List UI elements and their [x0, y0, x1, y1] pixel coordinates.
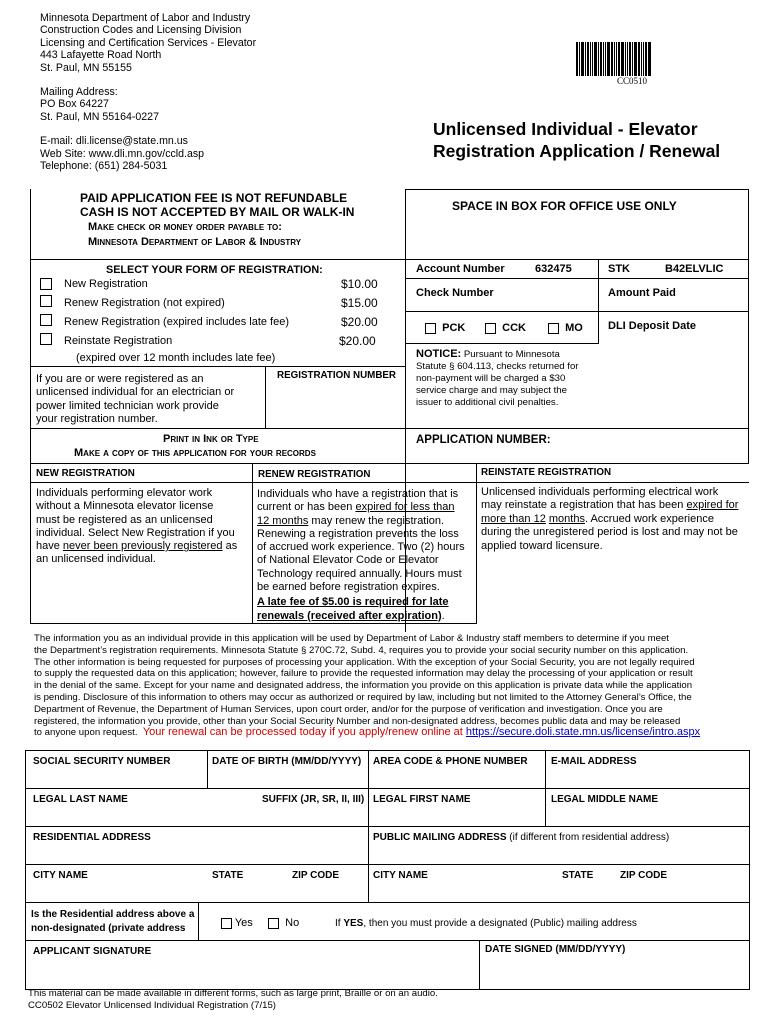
text-run: as — [222, 540, 238, 553]
option-renew-expired-fee: $20.00 — [341, 315, 378, 329]
address-line: 443 Lafayette Road North — [40, 49, 162, 62]
new-registration-heading: NEW REGISTRATION — [36, 468, 135, 479]
prior-registration-text — [36, 373, 234, 427]
email-label: E-MAIL ADDRESS — [551, 756, 637, 767]
zip-label: ZIP CODE — [292, 870, 340, 881]
notice-text: Statute § 604.113, checks returned for — [416, 361, 579, 372]
mailing-line: PO Box 64227 — [40, 98, 109, 111]
print-instruction: Print in Ink or Type — [163, 433, 259, 445]
barcode-image — [576, 42, 656, 76]
privacy-line: in the denial of the same. Except for your name and designated address, the information you provide on this application is private data while the application — [34, 680, 693, 692]
text-run: expired for less than — [355, 501, 455, 514]
dli-deposit-label: DLI Deposit Date — [608, 320, 697, 332]
date-signed-label: DATE SIGNED (MM/DD/YYYY) — [485, 944, 626, 955]
privacy-line: is pending. Disclosure of this information to others may occur as authorized or required by law, including but not limited to the Attorney General’s Office, the — [34, 691, 692, 703]
text-line: be earned before registration expires. — [257, 581, 440, 594]
cck-label: CCK — [502, 322, 526, 334]
mailing-city-label: CITY NAME — [373, 870, 428, 881]
privacy-line: The information you as an individual provide in this application will be used by Department of Labor & Industry staff members to determine if you meet — [34, 633, 669, 644]
option-reinstate-label: Reinstate Registration — [64, 335, 173, 347]
option-reinstate-fee: $20.00 — [339, 334, 376, 348]
privacy-line: to anyone upon request. — [34, 727, 138, 739]
account-number-value: 632475 — [535, 263, 572, 275]
title-line-1: Unlicensed Individual - Elevator — [433, 119, 698, 139]
reinstate-registration-text — [481, 486, 738, 553]
state-label: STATE — [212, 870, 244, 881]
phone-label: AREA CODE & PHONE NUMBER — [373, 756, 528, 767]
text-run: never been previously registered — [62, 540, 223, 553]
middle-name-label: LEGAL MIDDLE NAME — [551, 794, 659, 805]
reinstate-registration-heading: REINSTATE REGISTRATION — [481, 467, 612, 478]
notice-text: service charge and may subject the — [416, 385, 567, 396]
copy-instruction: Make a copy of this application for your records — [74, 447, 316, 459]
option-renew[interactable] — [40, 292, 52, 310]
text-line: during the unregistered period is lost and may not be — [481, 526, 738, 539]
question-line: non-designated (private address — [31, 923, 186, 934]
new-registration-text — [36, 487, 237, 567]
ssn-label: SOCIAL SECURITY NUMBER — [33, 756, 171, 767]
form-identifier: CC0502 Elevator Unlicensed Individual Registration (7/15) — [28, 999, 276, 1011]
privacy-line: registered, the information you provide, other than your Social Security Number and non-designated address, becomes public data and may be released — [34, 715, 681, 727]
last-name-label: LEGAL LAST NAME — [33, 794, 128, 805]
text-line: Individuals performing elevator work — [36, 487, 213, 499]
check-number-label: Check Number — [416, 287, 494, 299]
mailing-address-note: (if different from residential address) — [506, 832, 670, 843]
text-line: of accrued work experience. Two (2) hours — [257, 541, 465, 554]
pck-label: PCK — [442, 322, 466, 334]
amount-paid-label: Amount Paid — [608, 287, 676, 299]
online-renewal-notice: Your renewal can be processed today if you apply/renew online at — [142, 726, 466, 739]
late-fee-notice: A late fee of $5.00 is required for late — [257, 596, 449, 609]
online-renewal-link[interactable]: https://secure.doli.state.mn.us/license/intro.aspx — [465, 726, 701, 739]
text-run: current or has been — [257, 501, 356, 514]
address-line: St. Paul, MN 55155 — [40, 61, 132, 74]
option-new[interactable] — [40, 275, 52, 293]
renew-registration-text — [257, 488, 465, 623]
text-line: Renewing a registration prevents the loss — [257, 527, 459, 540]
office-use-heading: SPACE IN BOX FOR OFFICE USE ONLY — [452, 199, 677, 213]
address-line: Licensing and Certification Services - Elevator — [40, 36, 257, 49]
privacy-line: The other information is being requested for purposes of processing your application. With the exception of your Social Security, you are not legally required — [34, 656, 695, 668]
text-run: If — [335, 918, 344, 929]
mailing-zip-label: ZIP CODE — [620, 870, 668, 881]
late-fee-notice: renewals (received after expiration) — [257, 609, 442, 622]
applicant-signature-label: APPLICANT SIGNATURE — [33, 946, 152, 957]
payable-line-1: Make check or money order payable to: — [88, 221, 282, 233]
text-run: more than 12 — [481, 512, 546, 525]
option-new-fee: $10.00 — [341, 277, 378, 291]
text-line: Individuals who have a registration that is — [257, 488, 459, 500]
first-name-label: LEGAL FIRST NAME — [373, 794, 471, 805]
privacy-line: the Department’s registration requirements. Minnesota Statute § 270C.72, Subd. 4, requires you to provide your social security number on this application. — [34, 644, 689, 656]
contact-email: E-mail: dli.license@state.mn.us — [40, 135, 188, 148]
text-line: individual. Select New Registration if you — [36, 526, 235, 539]
check-notice — [416, 348, 578, 409]
contact-telephone: Telephone: (651) 284-5031 — [40, 160, 168, 173]
suffix-label: SUFFIX (JR, SR, II, III) — [262, 794, 365, 805]
checkbox-icon — [40, 278, 52, 290]
text-line: Technology required annually. Hours must — [257, 567, 462, 580]
agency-address — [40, 12, 256, 172]
fee-notice-line-2: CASH IS NOT ACCEPTED BY MAIL OR WALK-IN — [80, 205, 355, 219]
payable-notice — [88, 220, 301, 250]
reinstate-note: (expired over 12 month includes late fee) — [76, 352, 276, 364]
text-run: expired for — [686, 499, 739, 512]
question-line: Is the Residential address above a — [31, 909, 195, 920]
text-line: applied toward licensure. — [481, 539, 603, 552]
mailing-line: Mailing Address: — [40, 86, 118, 99]
account-number-label: Account Number — [416, 263, 505, 275]
fee-notice — [80, 191, 354, 219]
mailing-state-label: STATE — [562, 870, 594, 881]
text-run: . — [441, 609, 445, 622]
registration-number-field[interactable] — [266, 384, 405, 428]
checkbox-icon — [40, 314, 52, 326]
checkbox-icon — [40, 295, 52, 307]
text-line: of National Elevator Code or Elevator — [257, 554, 439, 567]
contact-website: Web Site: www.dli.mn.gov/ccld.asp — [40, 147, 205, 160]
prior-text-line: unlicensed individual for an electrician or — [36, 386, 235, 399]
yes-label: Yes — [234, 917, 253, 929]
designated-no-option[interactable] — [268, 917, 299, 929]
option-renew-expired[interactable] — [40, 311, 52, 329]
cck-option[interactable] — [485, 322, 526, 334]
address-line: Minnesota Department of Labor and Industry — [40, 12, 251, 24]
privacy-notice — [34, 633, 734, 739]
no-label: No — [285, 917, 300, 929]
accessibility-note: This material can be made available in different forms, such as large print, Braille or on an audio. — [28, 988, 438, 999]
notice-text: non-payment will be charged a $30 — [416, 373, 566, 384]
checkbox-icon — [485, 323, 496, 334]
renew-registration-heading: RENEW REGISTRATION — [258, 469, 371, 480]
dob-label: DATE OF BIRTH (MM/DD/YYYY) — [212, 756, 362, 767]
mo-label: MO — [565, 322, 583, 334]
text-line: without a Minnesota elevator license — [36, 500, 214, 513]
text-line: an unlicensed individual. — [36, 553, 156, 566]
prior-text-line: your registration number. — [36, 413, 158, 426]
text-run: . Accrued work experience — [584, 512, 714, 525]
city-label: CITY NAME — [33, 870, 88, 881]
registration-heading: SELECT YOUR FORM OF REGISTRATION: — [106, 264, 323, 276]
prior-text-line: power limited technician work provide — [36, 399, 219, 412]
address-line: Construction Codes and Licensing Division — [40, 24, 242, 37]
payable-line-2: Minnesota Department of Labor & Industry — [88, 236, 302, 248]
prior-text-line: If you are or were registered as an — [36, 373, 204, 385]
option-renew-label: Renew Registration (not expired) — [64, 297, 225, 309]
title-line-2: Registration Application / Renewal — [433, 141, 721, 161]
stk-label: STK — [608, 263, 630, 275]
registration-number-label: REGISTRATION NUMBER — [277, 370, 397, 381]
text-line: must be registered as an unlicensed — [36, 513, 213, 526]
option-renew-expired-label: Renew Registration (expired includes late fee) — [64, 316, 290, 328]
designated-yes-option[interactable] — [221, 917, 253, 929]
checkbox-icon — [268, 918, 279, 929]
page-title — [433, 118, 720, 162]
privacy-line: to supply the requested data on this application; however, failure to provide the requested information may delay the processing of your application or result — [34, 668, 693, 680]
checkbox-icon — [548, 323, 559, 334]
text-run: YES — [343, 918, 364, 929]
designated-address-question — [31, 908, 194, 936]
notice-label: NOTICE: — [416, 348, 462, 360]
checkbox-icon — [221, 918, 232, 929]
pck-option[interactable] — [425, 322, 465, 334]
checkbox-icon — [425, 323, 436, 334]
mo-option[interactable] — [548, 322, 583, 334]
mailing-address-label — [373, 832, 669, 843]
application-number-label: APPLICATION NUMBER: — [416, 434, 551, 446]
notice-text: Pursuant to Minnesota — [461, 349, 560, 360]
privacy-line: Department of Revenue, the Department of Human Services, upon court order, and/or for the purpose of verification and investigation. Once you are — [34, 703, 663, 715]
residential-address-label: RESIDENTIAL ADDRESS — [33, 832, 151, 843]
text-run: months — [548, 512, 585, 525]
text-run: 12 months — [257, 514, 309, 527]
text-run: may renew the registration. — [308, 514, 445, 527]
text-line: Unlicensed individuals performing electrical work — [481, 486, 719, 498]
text-run: may reinstate a registration that has been — [481, 499, 687, 512]
checkbox-icon — [40, 333, 52, 345]
option-renew-fee: $15.00 — [341, 296, 378, 310]
notice-text: issuer to additional civil penalties. — [416, 397, 559, 408]
stk-value: B42ELVLIC — [665, 263, 724, 275]
designated-instruction — [335, 918, 637, 929]
form-code: CC0510 — [617, 76, 648, 86]
option-new-label: New Registration — [64, 278, 148, 290]
footer — [28, 988, 438, 1011]
fee-notice-line-1: PAID APPLICATION FEE IS NOT REFUNDABLE — [80, 191, 348, 205]
text-run: , then you must provide a designated (Public) mailing address — [363, 918, 637, 929]
mailing-line: St. Paul, MN 55164-0227 — [40, 110, 159, 123]
mailing-address-title: PUBLIC MAILING ADDRESS — [373, 832, 507, 843]
option-reinstate[interactable] — [40, 330, 52, 348]
text-run: have — [36, 540, 63, 553]
